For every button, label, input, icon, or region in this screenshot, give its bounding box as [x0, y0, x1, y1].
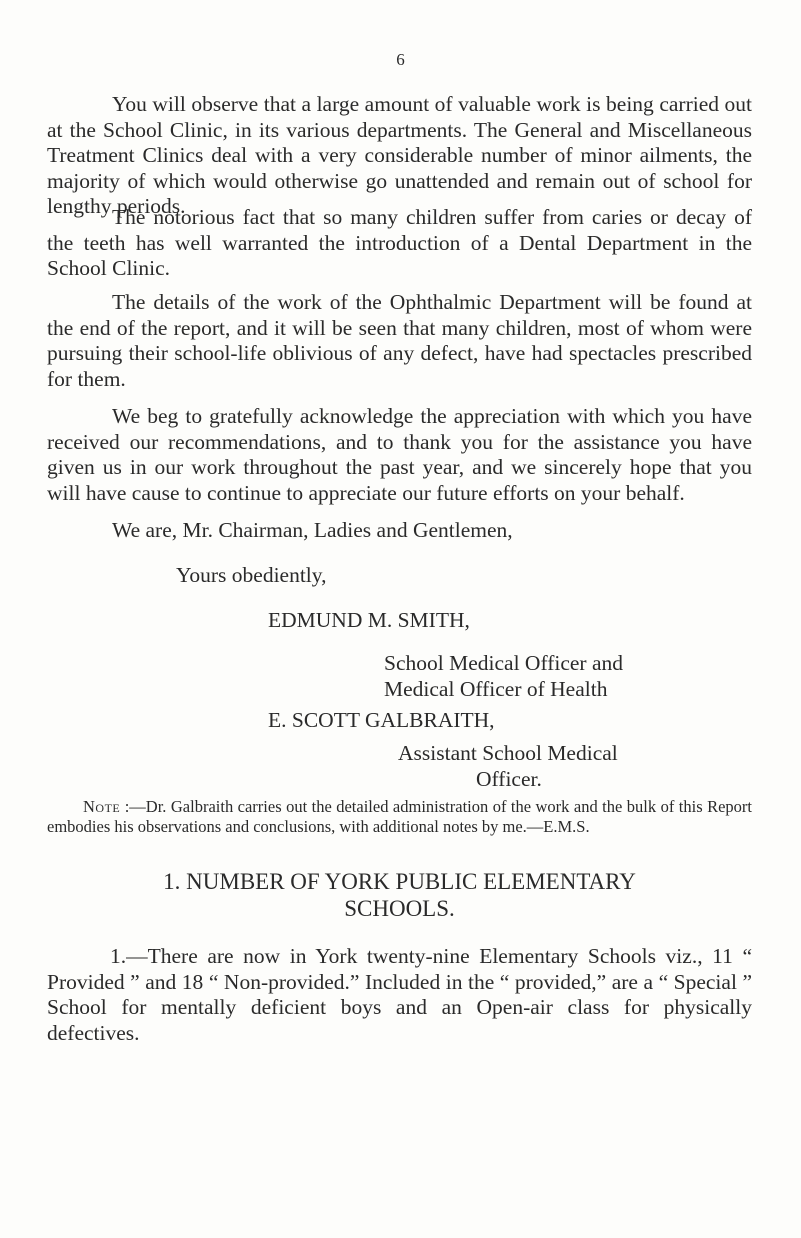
- section-heading-line2: SCHOOLS.: [344, 896, 455, 921]
- paragraph-dental: [47, 205, 752, 282]
- paragraph-text: The notorious fact that so many children suffer from caries or decay of the teeth has well warranted the introduction of a Dental Department in the School Clinic.: [47, 205, 752, 280]
- note-text: :—Dr. Galbraith carries out the detailed administration of the work and the bulk of this Report embodies his observations and conclusions, with additional notes by me.—E.M.S.: [47, 797, 752, 836]
- signatory-name-smith: EDMUND M. SMITH,: [268, 608, 470, 632]
- section-heading-line1: 1. NUMBER OF YORK PUBLIC ELEMENTARY: [163, 869, 636, 894]
- section-heading: [47, 868, 752, 922]
- signatory-title-smith-line1: School Medical Officer and: [384, 651, 624, 675]
- note: [47, 797, 752, 836]
- paragraph-ophthalmic: [47, 290, 752, 392]
- signatory-title-galbraith-line1: Assistant School Medical: [398, 741, 618, 765]
- closing-salutation: We are, Mr. Chairman, Ladies and Gentlemen,: [112, 518, 513, 542]
- closing-valediction: Yours obediently,: [176, 563, 327, 587]
- paragraph-text: The details of the work of the Ophthalmic Department will be found at the end of the report, and it will be seen that many children, most of whom were pursuing their school-life oblivious of any defect, have had spectacles prescribed for them.: [47, 290, 752, 391]
- paragraph-text: You will observe that a large amount of valuable work is being carried out at the School Clinic, in its various departments. The General and Miscellaneous Treatment Clinics deal with a very considerable number of minor ailments, the majority of which would otherwise go unattended and remain out of school for lengthy periods.: [47, 92, 752, 218]
- signatory-title-smith-line2: Medical Officer of Health: [384, 677, 608, 701]
- paragraph-school-clinic: [47, 92, 752, 220]
- note-label: Note: [83, 797, 121, 816]
- section-paragraph: 1.—There are now in York twenty-nine Elementary Schools viz., 11 “ Provided ” and 18 “ Non-provided.” Included in the “ provided,” are a “ Special ” School for mentally deficient boys and an Open-air class for physically defectives.: [47, 944, 752, 1045]
- page-number: 6: [396, 50, 405, 69]
- paragraph-text: We beg to gratefully acknowledge the appreciation with which you have received our recommendations, and to thank you for the assistance you have given us in our work throughout the past year, and we sincerely hope that you will have cause to continue to appreciate our future efforts on your behalf.: [47, 404, 752, 505]
- signatory-name-galbraith: E. SCOTT GALBRAITH,: [268, 708, 495, 732]
- paragraph-acknowledgement: [47, 404, 752, 506]
- signatory-title-galbraith-line2: Officer.: [476, 767, 542, 791]
